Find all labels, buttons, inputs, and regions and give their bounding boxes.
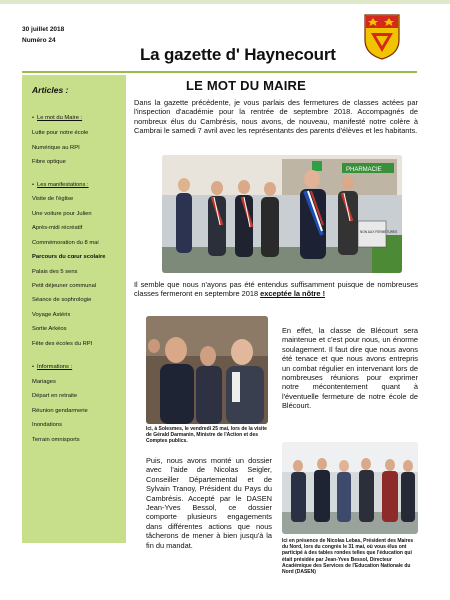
exception-emphasis: exceptée la nôtre ! (260, 289, 326, 299)
protest-banner-text: NON AUX FERMETURES (360, 230, 398, 234)
sidebar-item[interactable] (32, 145, 80, 151)
sidebar-item-label: Commémoration du 8 mai (32, 240, 99, 246)
sidebar-item-label: Petit déjeuner communal (32, 283, 97, 289)
congress-photo-caption: Ici en présence de Nicolas Lebas, Président des Maires du Nord, lors du congrès le 31 mai, où vous élus ont participé à des tables rondes telles que l'éducation qui était présidée par Jean-Yves Bessol, Directeur Académique des Services de l'Education Nationale du Nord (DASEN) (282, 538, 414, 576)
sidebar-item[interactable] (32, 182, 89, 188)
sidebar-item-label: Inondations (32, 422, 62, 428)
issue-date: 30 juillet 2018 (22, 26, 65, 33)
sidebar-item-label: Numérique au RPI (32, 145, 80, 151)
sidebar-item[interactable] (32, 393, 77, 399)
pharmacy-sign: PHARMACIE (346, 167, 382, 173)
sidebar-item[interactable] (32, 312, 70, 318)
sidebar-item-label: Le mot du Maire : (37, 115, 83, 121)
issue-number: Numéro 24 (22, 37, 56, 44)
sidebar-item-label: Informations : (37, 364, 73, 370)
sidebar-item[interactable] (32, 283, 96, 289)
sidebar-item-label: Parcours du cœur scolaire (32, 254, 106, 260)
protest-photo (162, 155, 402, 273)
sidebar-item[interactable] (32, 326, 66, 332)
sidebar-item-label: Visite de l'église (32, 196, 74, 202)
article-heading: LE MOT DU MAIRE (186, 78, 306, 93)
blecourt-paragraph: En effet, la classe de Blécourt sera maintenue et c'est pour nous, un énorme soulagement. Il faut dire que nous avons été tenace et que nous avons entrepris un combat régulier en intervenant lors de nombreuses réunions pour exprimer notre mécontentement quant à l'éventuelle fermeture de notre école de Blécourt. (282, 326, 418, 411)
coat-of-arms-logo (364, 14, 400, 60)
sidebar-item[interactable] (32, 196, 73, 202)
sidebar-item-label: Les manifestations : (37, 182, 89, 188)
second-paragraph (134, 280, 418, 299)
sidebar-item-label: Départ en retraite (32, 393, 78, 399)
sidebar-item-label: Séance de sophrologie (32, 297, 92, 303)
mayors-congress-photo (282, 442, 418, 534)
sidebar-item-label: Voyage Astérix (32, 312, 71, 318)
minister-visit-photo (146, 316, 268, 424)
sidebar-item-label: Lutte pour notre école (32, 130, 89, 136)
sidebar-item[interactable] (32, 159, 66, 165)
sidebar-item[interactable] (32, 130, 88, 136)
sidebar-item[interactable] (32, 269, 77, 275)
sidebar-item[interactable] (32, 341, 92, 347)
sidebar-item-label: Sortie Arkéos (32, 326, 67, 332)
sidebar-item[interactable] (32, 437, 80, 443)
sidebar-item-label: Après-midi récréatif (32, 225, 83, 231)
top-rule (0, 0, 450, 4)
sidebar-item[interactable] (32, 422, 62, 428)
sidebar-item-label: Mariages (32, 379, 56, 385)
dossier-paragraph: Puis, nous avons monté un dossier avec l'aide de Nicolas Seigler, Conseiller Départemental et de Sylvain Tranoy, Président du Pays du Cambrésis. Accepté par le DASEN Jean-Yves Bessol, ce dossier comporte plusieurs engagements dans différentes actions que nous tâcherons de mener à bien jusqu'à la fin du mandat. (146, 456, 272, 550)
sidebar-item-label: Palais des 5 sens (32, 269, 78, 275)
gazette-title: La gazette d' Haynecourt (140, 45, 336, 64)
sidebar-item[interactable] (32, 297, 91, 303)
sidebar-item-label: Fête des écoles du RPI (32, 341, 93, 347)
sidebar-item[interactable] (32, 211, 92, 217)
sidebar-item-label: Réunion gendarmerie (32, 408, 88, 414)
minister-photo-caption: Ici, à Solesmes, le vendredi 25 mai, lors de la visite de Gérald Darmanin, Ministre de l'Action et des Comptes publics. (146, 426, 267, 445)
second-paragraph-text: Il semble que nous n'ayons pas été entendus suffisamment puisque de nombreuses classes fermeront en septembre 2018 (134, 280, 418, 299)
sidebar-item-label: Terrain omnisports (32, 437, 80, 443)
sidebar-item-label: Une voiture pour Julien (32, 211, 92, 217)
sidebar-item[interactable] (32, 225, 82, 231)
sidebar-item[interactable] (32, 408, 88, 414)
intro-paragraph: Dans la gazette précédente, je vous parlais des fermetures de classes actées par l'inspection d'académie pour la rentrée de septembre 2018. Accompagnés de nombreux élus du Cambrésis, nous avons, de nouveau, manifesté notre colère à Cambrai le samedi 7 avril avec les représentants des parents d'élèves et les habitants. (134, 98, 418, 136)
header-rule (22, 71, 417, 73)
sidebar-item[interactable] (32, 240, 99, 246)
sidebar-heading: Articles : (32, 85, 69, 95)
sidebar-item[interactable] (32, 364, 72, 370)
sidebar-item-label: Fibre optique (32, 159, 66, 165)
articles-sidebar (22, 75, 126, 543)
sidebar-item[interactable] (32, 379, 56, 385)
sidebar-item[interactable] (32, 115, 82, 121)
sidebar-item[interactable] (32, 254, 105, 260)
